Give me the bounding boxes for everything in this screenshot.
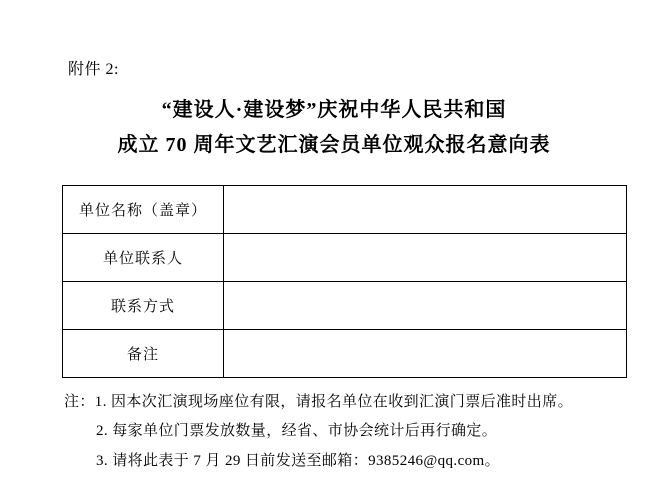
row-label-remarks: 备注 [63, 330, 224, 378]
row-label-contact-method: 联系方式 [63, 282, 224, 330]
notes-section [60, 388, 608, 476]
row-label-unit-name: 单位名称（盖章） [63, 186, 224, 234]
row-label-contact-person: 单位联系人 [63, 234, 224, 282]
table-row [63, 234, 627, 282]
registration-form-table [62, 185, 627, 378]
table-row [63, 330, 627, 378]
title-line-2: 成立 70 周年文艺汇演会员单位观众报名意向表 [117, 134, 551, 156]
title-line-1: “建设人·建设梦”庆祝中华人民共和国 [161, 99, 507, 121]
table-row [63, 282, 627, 330]
table-row [63, 186, 627, 234]
attachment-label: 附件 2: [68, 61, 119, 78]
row-value-unit-name[interactable] [224, 186, 627, 234]
row-value-contact-person[interactable] [224, 234, 627, 282]
page-title [60, 93, 608, 163]
note-item-1: 注：1. 因本次汇演现场座位有限，请报名单位在收到汇演门票后准时出席。 [64, 394, 574, 410]
note-item-3: 3. 请将此表于 7 月 29 日前发送至邮箱：9385246@qq.com。 [96, 452, 500, 469]
note-item-2: 2. 每家单位门票发放数量，经省、市协会统计后再行确定。 [96, 423, 498, 440]
row-value-remarks[interactable] [224, 330, 627, 378]
row-value-contact-method[interactable] [224, 282, 627, 330]
